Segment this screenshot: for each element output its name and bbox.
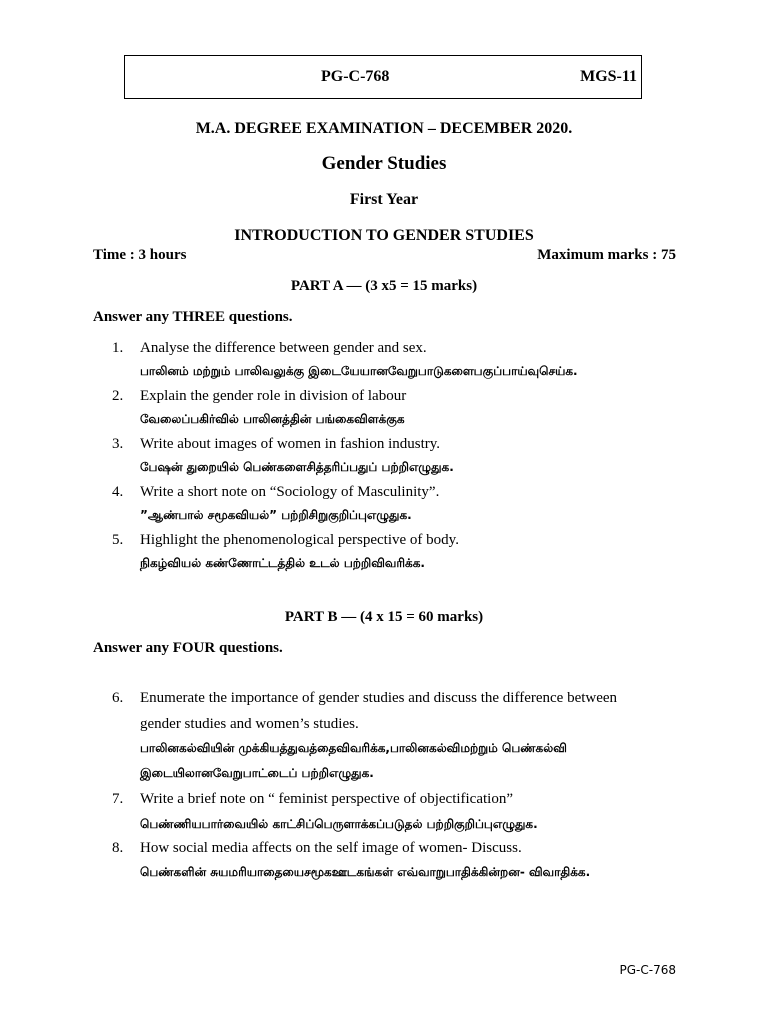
- question-number: 1.: [112, 340, 124, 356]
- question-number: 7.: [112, 791, 124, 807]
- question-number: 4.: [112, 484, 124, 500]
- question-text-ta: பேஷன் துறையில் பெண்களைசித்தரிப்பதுப் பற்றிஎழுதுக.: [140, 460, 454, 474]
- question-text-ta: பெண்களின் சுயமரியாதையைசமூகஊடகங்கள் எவ்வாறுபாதிக்கின்றன- விவாதிக்க.: [140, 865, 591, 879]
- question-number: 3.: [112, 436, 124, 452]
- part-b-instruction: Answer any FOUR questions.: [93, 640, 283, 656]
- part-a-instruction: Answer any THREE questions.: [93, 309, 293, 325]
- max-marks-label: Maximum marks : 75: [537, 247, 676, 263]
- paper-code-box: [124, 55, 642, 99]
- part-b-heading: PART B — (4 x 15 = 60 marks): [284, 609, 484, 625]
- paper-title: INTRODUCTION TO GENDER STUDIES: [234, 227, 534, 244]
- question-text-ta: நிகழ்வியல் கண்ணோட்டத்தில் உடல் பற்றிவிவரிக்க.: [140, 556, 425, 570]
- question-text-en: Write a short note on “Sociology of Masculinity”.: [140, 484, 440, 500]
- question-text-ta: பாலினம் மற்றும் பாலிவலுக்கு இடையேயானவேறுபாடுகளைபகுப்பாய்வுசெய்க.: [140, 364, 578, 378]
- question-text-en: Analyse the difference between gender and sex.: [140, 340, 427, 356]
- subject-title: Gender Studies: [321, 153, 447, 174]
- question-number: 6.: [112, 690, 124, 706]
- question-number: 5.: [112, 532, 124, 548]
- time-label: Time : 3 hours: [93, 247, 187, 263]
- exam-title: M.A. DEGREE EXAMINATION – DECEMBER 2020.: [195, 120, 573, 137]
- question-text-en: Highlight the phenomenological perspective of body.: [140, 532, 459, 548]
- question-text-en: Write about images of women in fashion industry.: [140, 436, 441, 452]
- question-text-ta: பெண்ணியபார்வையில் காட்சிப்பெருளாக்கப்படுதல் பற்றிகுறிப்புஎழுதுக.: [140, 817, 538, 831]
- question-text-en: How social media affects on the self image of women- Discuss.: [140, 840, 522, 856]
- part-a-heading: PART A — (3 x5 = 15 marks): [290, 278, 478, 294]
- question-text-en: gender studies and women’s studies.: [140, 716, 359, 732]
- page-footer-code: PG-C-768: [619, 963, 676, 977]
- year-label: First Year: [349, 191, 419, 208]
- question-text-ta: ”ஆண்பால் சமூகவியல்” பற்றிசிறுகுறிப்புஎழுதுக.: [140, 508, 412, 522]
- question-number: 8.: [112, 840, 124, 856]
- question-text-en: Explain the gender role in division of labour: [140, 388, 407, 404]
- question-text-en: Enumerate the importance of gender studies and discuss the difference between: [140, 690, 618, 706]
- question-text-ta: இடையிலானவேறுபாட்டைப் பற்றிஎழுதுக.: [140, 766, 374, 780]
- paper-code: PG-C-768: [321, 68, 390, 85]
- question-number: 2.: [112, 388, 124, 404]
- course-code: MGS-11: [580, 68, 637, 85]
- time-marks-row: [93, 247, 676, 264]
- question-text-ta: பாலினகல்வியின் முக்கியத்துவத்தைவிவரிக்க,பாலினகல்விமற்றும் பெண்கல்வி: [140, 741, 567, 755]
- question-text-ta: வேலைப்பகிர்வில் பாலினத்தின் பங்கைவிளக்குக: [140, 412, 405, 426]
- question-text-en: Write a brief note on “ feminist perspective of objectification”: [140, 791, 513, 807]
